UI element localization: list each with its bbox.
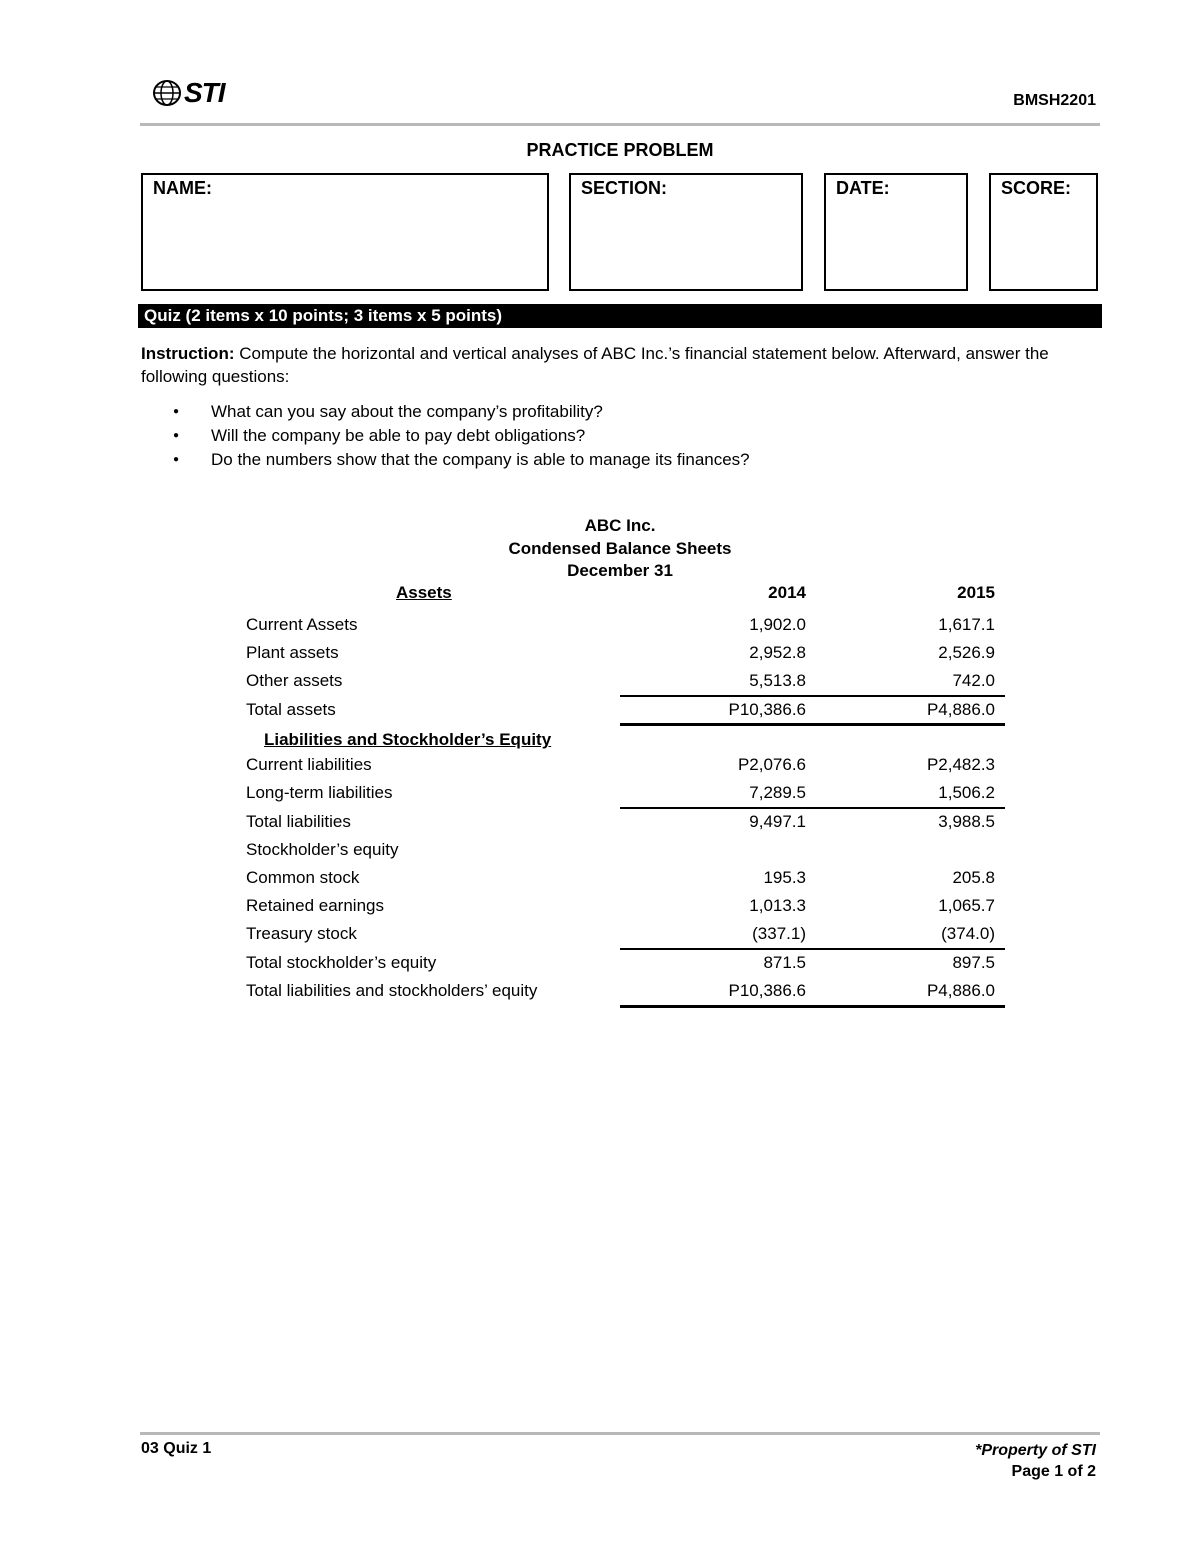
row-label: Retained earnings: [246, 896, 384, 915]
value-2014: 871.5: [763, 953, 806, 972]
logo-text: STI: [184, 77, 225, 108]
value-2014: 9,497.1: [749, 812, 806, 831]
instruction-label: Instruction:: [141, 344, 235, 363]
value-2014: 1,013.3: [749, 896, 806, 915]
year-2015-header: 2015: [957, 583, 995, 602]
value-2015: 897.5: [952, 953, 995, 972]
list-item: ● Do the numbers show that the company is able to manage its finances?: [170, 448, 1070, 472]
header-divider: [140, 123, 1100, 126]
score-field[interactable]: [989, 173, 1098, 291]
score-label: SCORE:: [1001, 178, 1072, 198]
sti-logo: [152, 78, 225, 108]
row-label: Plant assets: [246, 643, 339, 662]
date-field[interactable]: [824, 173, 968, 291]
course-code: BMSH2201: [1013, 92, 1096, 109]
globe-icon: [152, 79, 182, 107]
total-rule: [620, 723, 1005, 726]
liabilities-heading: Liabilities and Stockholder’s Equity: [264, 730, 552, 749]
row-label: Total liabilities: [246, 812, 351, 831]
subtotal-rule: [620, 948, 1005, 950]
value-2015: 2,526.9: [938, 643, 995, 662]
statement-date: December 31: [567, 561, 673, 580]
row-label: Treasury stock: [246, 924, 357, 943]
row-label: Other assets: [246, 671, 343, 690]
company-name: ABC Inc.: [584, 516, 656, 535]
row-label: Stockholder’s equity: [246, 840, 399, 859]
footer-divider: [140, 1432, 1100, 1435]
value-2014: 195.3: [763, 868, 806, 887]
value-2014: P10,386.6: [728, 700, 806, 719]
section-field[interactable]: [569, 173, 803, 291]
list-item: ● Will the company be able to pay debt obligations?: [170, 424, 1070, 448]
year-2014-header: 2014: [768, 583, 806, 602]
value-2014: P10,386.6: [728, 981, 806, 1000]
name-field[interactable]: [141, 173, 549, 291]
page-title: PRACTICE PROBLEM: [526, 140, 714, 160]
value-2015: 742.0: [952, 671, 995, 690]
subtotal-rule: [620, 695, 1005, 697]
row-label: Current Assets: [246, 615, 358, 634]
value-2014: 2,952.8: [749, 643, 806, 662]
value-2015: P2,482.3: [926, 755, 995, 774]
footer-doc-label: 03 Quiz 1: [141, 1440, 212, 1457]
value-2015: 3,988.5: [938, 812, 995, 831]
statement-title: Condensed Balance Sheets: [508, 539, 732, 558]
footer-info: [975, 1440, 1096, 1482]
value-2014: 7,289.5: [749, 783, 806, 802]
property-notice: *Property of STI: [975, 1442, 1096, 1459]
value-2015: 1,617.1: [938, 615, 995, 634]
row-label: Common stock: [246, 868, 360, 887]
value-2015: 1,506.2: [938, 783, 995, 802]
question-list: [170, 400, 1070, 472]
value-2015: P4,886.0: [926, 700, 995, 719]
assets-heading: Assets: [396, 583, 452, 602]
row-label: Current liabilities: [246, 755, 372, 774]
value-2014: P2,076.6: [737, 755, 806, 774]
subtotal-rule: [620, 807, 1005, 809]
value-2015: 1,065.7: [938, 896, 995, 915]
row-label: Total liabilities and stockholders’ equity: [246, 981, 538, 1000]
date-label: DATE:: [836, 178, 890, 198]
page-number: Page 1 of 2: [1011, 1463, 1096, 1480]
total-rule: [620, 1005, 1005, 1008]
value-2015: P4,886.0: [926, 981, 995, 1000]
section-label: SECTION:: [581, 178, 668, 198]
row-label: Total stockholder’s equity: [246, 953, 437, 972]
value-2015: (374.0): [941, 924, 995, 943]
instruction-text: Compute the horizontal and vertical analyses of ABC Inc.’s financial statement below. Afterward, answer the following questions:: [141, 344, 1049, 386]
row-label: Total assets: [246, 700, 336, 719]
value-2014: 5,513.8: [749, 671, 806, 690]
instruction: [141, 342, 1101, 388]
value-2014: 1,902.0: [749, 615, 806, 634]
value-2014: (337.1): [752, 924, 806, 943]
quiz-bar: Quiz (2 items x 10 points; 3 items x 5 points): [138, 304, 1102, 328]
name-label: NAME:: [153, 178, 212, 198]
list-item: ● What can you say about the company’s profitability?: [170, 400, 1070, 424]
row-label: Long-term liabilities: [246, 783, 393, 802]
value-2015: 205.8: [952, 868, 995, 887]
